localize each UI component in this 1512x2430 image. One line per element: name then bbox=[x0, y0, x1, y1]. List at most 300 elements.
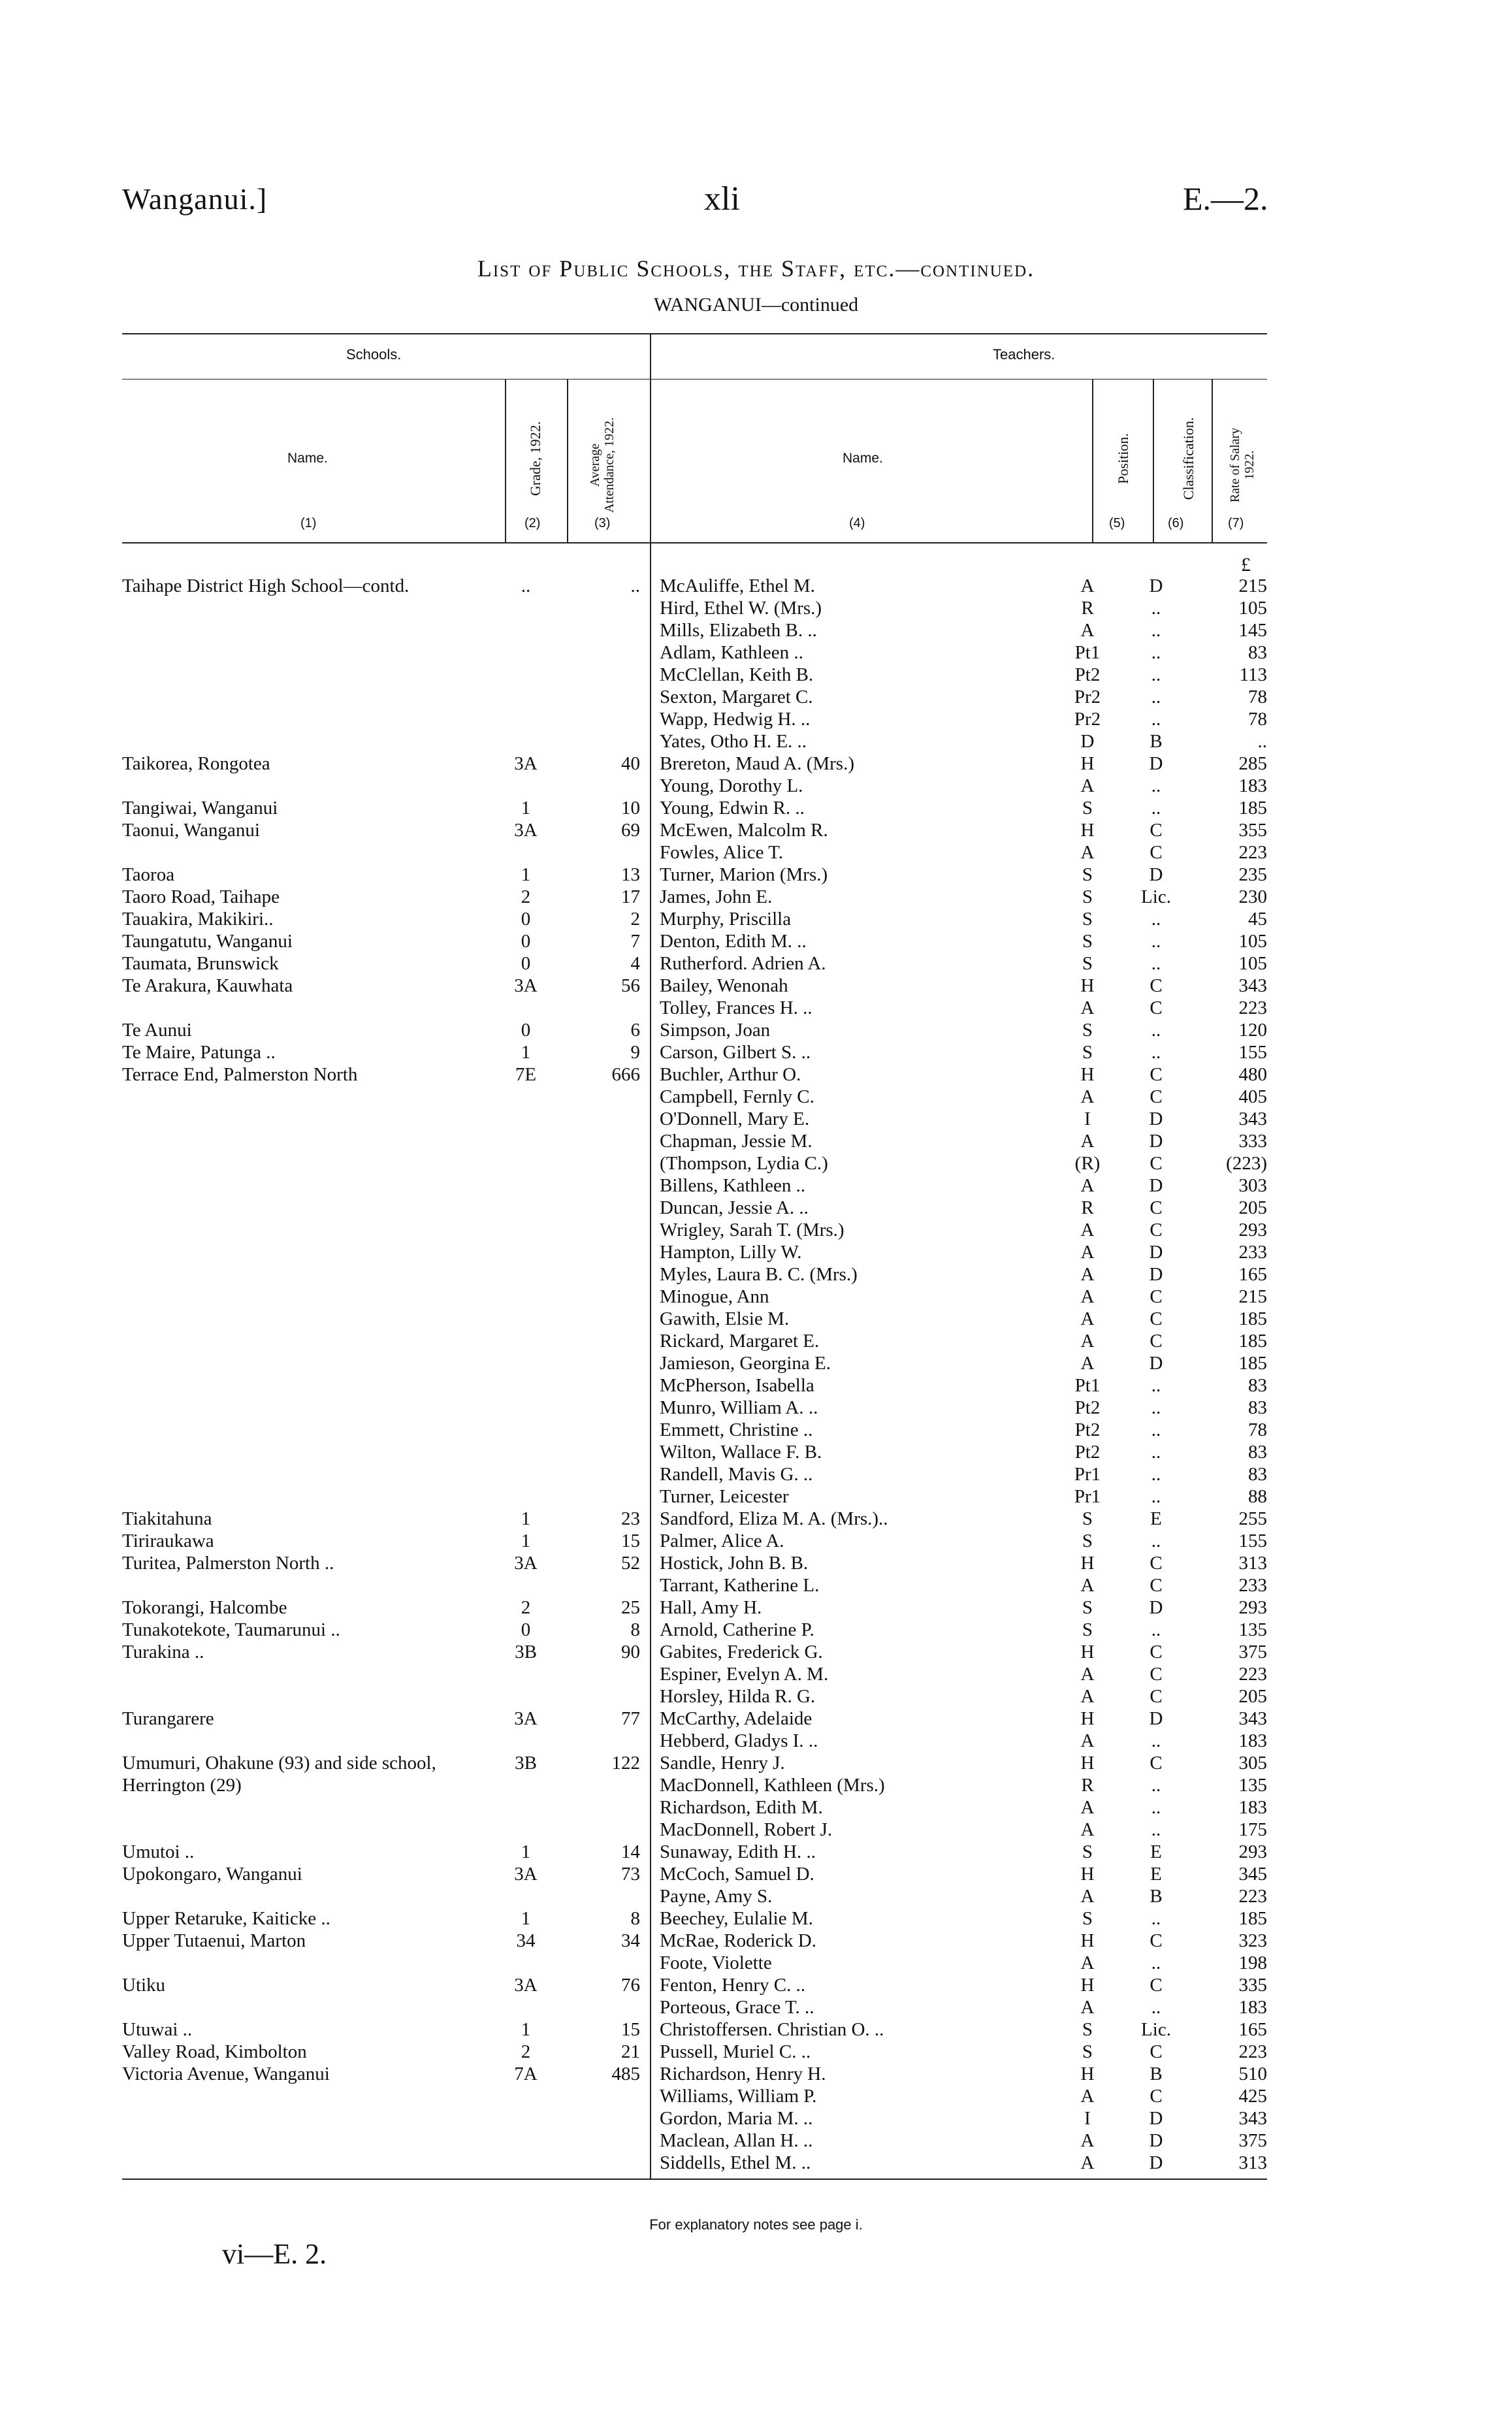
classification-cell: .. bbox=[1151, 1397, 1161, 1418]
bottom-rule bbox=[122, 2179, 1267, 2180]
table-row bbox=[0, 619, 1512, 641]
table-row bbox=[0, 1086, 1512, 1108]
teacher-name-cell: Minogue, Ann bbox=[660, 1286, 769, 1307]
salary-cell: 343 bbox=[1238, 1708, 1267, 1729]
table-row bbox=[0, 1352, 1512, 1374]
school-name-cell: Te Aunui bbox=[122, 1020, 192, 1041]
teacher-name-cell: Gordon, Maria M. .. bbox=[660, 2108, 813, 2129]
salary-cell: 120 bbox=[1238, 1020, 1267, 1041]
table-row bbox=[0, 2107, 1512, 2130]
grade-cell: 3B bbox=[515, 1642, 537, 1662]
teacher-name-cell: Siddells, Ethel M. .. bbox=[660, 2152, 811, 2173]
position-cell: H bbox=[1080, 1064, 1095, 1085]
classification-cell: .. bbox=[1151, 953, 1161, 974]
school-name-cell: Turakina .. bbox=[122, 1642, 204, 1662]
teacher-name-cell: Randell, Mavis G. .. bbox=[660, 1464, 813, 1485]
attendance-cell: 90 bbox=[621, 1642, 640, 1662]
salary-cell: 343 bbox=[1238, 975, 1267, 996]
classification-cell: C bbox=[1150, 1930, 1163, 1951]
teacher-name-cell: Hall, Amy H. bbox=[660, 1597, 762, 1618]
teacher-name-cell: McCoch, Samuel D. bbox=[660, 1864, 814, 1885]
attendance-cell: 8 bbox=[630, 1908, 640, 1929]
classification-cell: C bbox=[1150, 1975, 1163, 1996]
table-row bbox=[0, 1441, 1512, 1463]
salary-cell: 293 bbox=[1238, 1220, 1267, 1240]
salary-cell: 235 bbox=[1238, 864, 1267, 885]
position-cell: A bbox=[1080, 2130, 1095, 2151]
position-cell: R bbox=[1081, 598, 1094, 619]
classification-cell: .. bbox=[1151, 598, 1161, 619]
teacher-name-cell: Denton, Edith M. .. bbox=[660, 931, 807, 952]
position-cell: R bbox=[1081, 1775, 1094, 1796]
classification-cell: B bbox=[1150, 1886, 1163, 1907]
classification-cell: .. bbox=[1151, 1042, 1161, 1063]
school-name-cell: Upper Tutaenui, Marton bbox=[122, 1930, 306, 1951]
table-row bbox=[0, 1974, 1512, 1996]
school-name-cell: Valley Road, Kimbolton bbox=[122, 2041, 307, 2062]
salary-cell: 155 bbox=[1238, 1531, 1267, 1551]
position-cell: S bbox=[1082, 1841, 1093, 1862]
attendance-cell: 485 bbox=[611, 2064, 640, 2084]
table-row bbox=[0, 886, 1512, 908]
salary-cell: 233 bbox=[1238, 1575, 1267, 1596]
col-divider-3 bbox=[1092, 379, 1093, 542]
classification-cell: .. bbox=[1151, 1619, 1161, 1640]
grade-cell: 0 bbox=[521, 909, 531, 930]
table-row bbox=[0, 1774, 1512, 1796]
teacher-name-cell: Sandford, Eliza M. A. (Mrs.).. bbox=[660, 1508, 888, 1529]
teacher-name-cell: McCarthy, Adelaide bbox=[660, 1708, 812, 1729]
position-cell: S bbox=[1082, 1531, 1093, 1551]
teacher-name-cell: Brereton, Maud A. (Mrs.) bbox=[660, 753, 855, 774]
salary-cell: 105 bbox=[1238, 598, 1267, 619]
position-cell: S bbox=[1082, 1908, 1093, 1929]
teacher-name-cell: MacDonnell, Kathleen (Mrs.) bbox=[660, 1775, 885, 1796]
teacher-name-cell: Chapman, Jessie M. bbox=[660, 1131, 812, 1152]
position-cell: S bbox=[1082, 953, 1093, 974]
classification-cell: D bbox=[1149, 575, 1163, 596]
table-row bbox=[0, 1530, 1512, 1552]
table-row bbox=[0, 819, 1512, 841]
salary-cell: 223 bbox=[1238, 1664, 1267, 1685]
classification-cell: .. bbox=[1151, 1797, 1161, 1818]
position-cell: A bbox=[1080, 1286, 1095, 1307]
salary-cell: 183 bbox=[1238, 1730, 1267, 1751]
grade-cell: 7A bbox=[514, 2064, 538, 2084]
classification-cell: E bbox=[1150, 1508, 1162, 1529]
table-row bbox=[0, 1752, 1512, 1774]
teacher-name-cell: Horsley, Hilda R. G. bbox=[660, 1686, 816, 1707]
teacher-name-cell: Hebberd, Gladys I. .. bbox=[660, 1730, 818, 1751]
classification-cell: .. bbox=[1151, 1464, 1161, 1485]
col-number-4: (4) bbox=[849, 516, 865, 530]
position-cell: S bbox=[1082, 886, 1093, 907]
position-cell: S bbox=[1082, 1619, 1093, 1640]
table-row bbox=[0, 1263, 1512, 1286]
position-cell: A bbox=[1080, 1952, 1095, 1973]
school-name-cell: Tiakitahuna bbox=[122, 1508, 212, 1529]
classification-cell: B bbox=[1150, 731, 1163, 752]
grade-cell: 7E bbox=[515, 1064, 537, 1085]
attendance-cell: 14 bbox=[621, 1841, 640, 1862]
teacher-name-cell: Richardson, Edith M. bbox=[660, 1797, 823, 1818]
table-row bbox=[0, 1041, 1512, 1063]
school-name-cell: Herrington (29) bbox=[122, 1775, 242, 1796]
teacher-name-cell: Richardson, Henry H. bbox=[660, 2064, 826, 2084]
signature-mark: vi—E. 2. bbox=[222, 2238, 327, 2270]
table-row bbox=[0, 1374, 1512, 1397]
teacher-name-cell: Hampton, Lilly W. bbox=[660, 1242, 802, 1263]
school-name-cell: Taonui, Wanganui bbox=[122, 820, 260, 841]
school-name-cell: Taoro Road, Taihape bbox=[122, 886, 280, 907]
salary-cell: 185 bbox=[1238, 1908, 1267, 1929]
classification-cell: D bbox=[1149, 2108, 1163, 2129]
classification-cell: .. bbox=[1151, 1375, 1161, 1396]
salary-cell: 185 bbox=[1238, 1308, 1267, 1329]
teacher-name-cell: O'Donnell, Mary E. bbox=[660, 1109, 810, 1129]
classification-cell: C bbox=[1150, 1308, 1163, 1329]
salary-cell: 113 bbox=[1239, 664, 1267, 685]
salary-cell: 135 bbox=[1238, 1619, 1267, 1640]
attendance-cell: 56 bbox=[621, 975, 640, 996]
salary-cell: 303 bbox=[1238, 1175, 1267, 1196]
salary-cell: 78 bbox=[1248, 1419, 1267, 1440]
salary-cell: 45 bbox=[1248, 909, 1267, 930]
salary-cell: 78 bbox=[1248, 687, 1267, 707]
table-row bbox=[0, 930, 1512, 952]
currency-symbol: £ bbox=[1241, 554, 1251, 575]
table-row bbox=[0, 1930, 1512, 1952]
classification-cell: C bbox=[1150, 820, 1163, 841]
classification-cell: .. bbox=[1151, 642, 1161, 663]
attendance-cell: 52 bbox=[621, 1553, 640, 1574]
grade-cell: 3A bbox=[514, 975, 538, 996]
classification-cell: .. bbox=[1151, 1775, 1161, 1796]
salary-cell: 405 bbox=[1238, 1086, 1267, 1107]
top-rule bbox=[122, 333, 1267, 334]
table-row bbox=[0, 1152, 1512, 1174]
position-cell: I bbox=[1084, 2108, 1091, 2129]
salary-cell: 223 bbox=[1238, 842, 1267, 863]
school-name-cell: Utuwai .. bbox=[122, 2019, 193, 2040]
classification-cell: .. bbox=[1151, 1020, 1161, 1041]
grade-cell: 3B bbox=[515, 1753, 537, 1774]
classification-cell: .. bbox=[1151, 1730, 1161, 1751]
grade-cell: 1 bbox=[521, 2019, 531, 2040]
school-name-cell: Umutoi .. bbox=[122, 1841, 195, 1862]
salary-cell: 375 bbox=[1238, 2130, 1267, 2151]
teacher-name-cell: Bailey, Wenonah bbox=[660, 975, 788, 996]
classification-cell: D bbox=[1149, 753, 1163, 774]
table-row bbox=[0, 597, 1512, 619]
position-cell: S bbox=[1082, 798, 1093, 818]
position-cell: H bbox=[1080, 975, 1095, 996]
teacher-name-cell: Wilton, Wallace F. B. bbox=[660, 1442, 822, 1463]
col-number-5: (5) bbox=[1109, 516, 1125, 530]
classification-cell: E bbox=[1150, 1864, 1162, 1885]
table-row bbox=[0, 1063, 1512, 1086]
table-row bbox=[0, 664, 1512, 686]
classification-cell: C bbox=[1150, 1642, 1163, 1662]
position-cell: A bbox=[1080, 1575, 1095, 1596]
attendance-cell: 23 bbox=[621, 1508, 640, 1529]
salary-cell: 165 bbox=[1238, 1264, 1267, 1285]
school-name-cell: Turitea, Palmerston North .. bbox=[122, 1553, 334, 1574]
teacher-name-cell: Campbell, Fernly C. bbox=[660, 1086, 814, 1107]
attendance-cell: .. bbox=[630, 575, 640, 596]
classification-cell: C bbox=[1150, 1197, 1163, 1218]
position-cell: H bbox=[1080, 820, 1095, 841]
grade-cell: 3A bbox=[514, 1864, 538, 1885]
position-cell: Pr2 bbox=[1074, 709, 1101, 730]
position-cell: Pt2 bbox=[1074, 1397, 1101, 1418]
position-cell: (R) bbox=[1074, 1153, 1101, 1174]
attendance-cell: 6 bbox=[630, 1020, 640, 1041]
position-cell: Pr2 bbox=[1074, 687, 1101, 707]
teacher-name-cell: Simpson, Joan bbox=[660, 1020, 771, 1041]
classification-cell: Lic. bbox=[1141, 2019, 1171, 2040]
classification-cell: .. bbox=[1151, 1486, 1161, 1507]
table-row bbox=[0, 1197, 1512, 1219]
grade-cell: 1 bbox=[521, 1531, 531, 1551]
teacher-name-cell: Buchler, Arthur O. bbox=[660, 1064, 801, 1085]
position-cell: Pt2 bbox=[1074, 664, 1101, 685]
position-cell: H bbox=[1080, 1753, 1095, 1774]
table-row bbox=[0, 1330, 1512, 1352]
salary-cell: .. bbox=[1257, 731, 1267, 752]
col-header-salary: Rate of Salary 1922. bbox=[1228, 427, 1257, 503]
table-title: List of Public Schools, the Staff, etc.—continued. bbox=[477, 255, 1035, 282]
table-row bbox=[0, 997, 1512, 1019]
classification-cell: .. bbox=[1151, 798, 1161, 818]
salary-cell: 198 bbox=[1238, 1952, 1267, 1973]
salary-cell: 165 bbox=[1238, 2019, 1267, 2040]
table-row bbox=[0, 1219, 1512, 1241]
school-name-cell: Tangiwai, Wanganui bbox=[122, 798, 278, 818]
grade-cell: 34 bbox=[516, 1930, 536, 1951]
table-row bbox=[0, 1730, 1512, 1752]
position-cell: A bbox=[1080, 620, 1095, 641]
teacher-name-cell: Wrigley, Sarah T. (Mrs.) bbox=[660, 1220, 844, 1240]
table-row bbox=[0, 775, 1512, 797]
grade-cell: 0 bbox=[521, 1619, 531, 1640]
position-cell: H bbox=[1080, 1864, 1095, 1885]
position-cell: A bbox=[1080, 1997, 1095, 2018]
school-name-cell: Victoria Avenue, Wanganui bbox=[122, 2064, 330, 2084]
classification-cell: C bbox=[1150, 2041, 1163, 2062]
salary-cell: 135 bbox=[1238, 1775, 1267, 1796]
teacher-name-cell: Emmett, Christine .. bbox=[660, 1419, 813, 1440]
table-row bbox=[0, 1241, 1512, 1263]
table-row bbox=[0, 686, 1512, 708]
table-row bbox=[0, 2085, 1512, 2107]
table-row bbox=[0, 1619, 1512, 1641]
classification-cell: C bbox=[1150, 842, 1163, 863]
position-cell: Pt1 bbox=[1074, 642, 1101, 663]
position-cell: A bbox=[1080, 1086, 1095, 1107]
position-cell: A bbox=[1080, 1819, 1095, 1840]
salary-cell: 510 bbox=[1238, 2064, 1267, 2084]
school-name-cell: Tokorangi, Halcombe bbox=[122, 1597, 287, 1618]
teacher-name-cell: Munro, William A. .. bbox=[660, 1397, 818, 1418]
attendance-cell: 21 bbox=[621, 2041, 640, 2062]
grade-cell: 2 bbox=[521, 886, 531, 907]
position-cell: A bbox=[1080, 997, 1095, 1018]
position-cell: A bbox=[1080, 1308, 1095, 1329]
teacher-name-cell: Yates, Otho H. E. .. bbox=[660, 731, 807, 752]
school-name-cell: Umumuri, Ohakune (93) and side school, bbox=[122, 1753, 436, 1774]
table-row bbox=[0, 730, 1512, 753]
salary-cell: 255 bbox=[1238, 1508, 1267, 1529]
grade-cell: 1 bbox=[521, 1908, 531, 1929]
position-cell: S bbox=[1082, 909, 1093, 930]
teacher-name-cell: Carson, Gilbert S. .. bbox=[660, 1042, 811, 1063]
salary-cell: 83 bbox=[1248, 1375, 1267, 1396]
table-row bbox=[0, 1819, 1512, 1841]
teacher-name-cell: Foote, Violette bbox=[660, 1952, 772, 1973]
col-header-teacher-name: Name. bbox=[843, 451, 883, 466]
position-cell: A bbox=[1080, 1220, 1095, 1240]
table-row bbox=[0, 908, 1512, 930]
classification-cell: C bbox=[1150, 2086, 1163, 2107]
table-row bbox=[0, 1485, 1512, 1508]
group-header-teachers: Teachers. bbox=[993, 346, 1055, 363]
teacher-name-cell: Tolley, Frances H. .. bbox=[660, 997, 812, 1018]
attendance-cell: 17 bbox=[621, 886, 640, 907]
salary-cell: 83 bbox=[1248, 1397, 1267, 1418]
teacher-name-cell: Pussell, Muriel C. .. bbox=[660, 2041, 811, 2062]
grade-cell: 1 bbox=[521, 1841, 531, 1862]
classification-cell: C bbox=[1150, 1086, 1163, 1107]
classification-cell: D bbox=[1149, 1597, 1163, 1618]
position-cell: A bbox=[1080, 1331, 1095, 1352]
school-name-cell: Turangarere bbox=[122, 1708, 214, 1729]
teacher-name-cell: Duncan, Jessie A. .. bbox=[660, 1197, 809, 1218]
salary-cell: 345 bbox=[1238, 1864, 1267, 1885]
attendance-cell: 122 bbox=[611, 1753, 640, 1774]
salary-cell: 183 bbox=[1238, 1997, 1267, 2018]
classification-cell: Lic. bbox=[1141, 886, 1171, 907]
classification-cell: .. bbox=[1151, 620, 1161, 641]
teacher-name-cell: Sandle, Henry J. bbox=[660, 1753, 785, 1774]
position-cell: A bbox=[1080, 1353, 1095, 1374]
salary-cell: 205 bbox=[1238, 1686, 1267, 1707]
position-cell: A bbox=[1080, 1686, 1095, 1707]
salary-cell: 233 bbox=[1238, 1242, 1267, 1263]
position-cell: Pr1 bbox=[1074, 1464, 1101, 1485]
table-row bbox=[0, 1796, 1512, 1819]
grade-cell: 0 bbox=[521, 1020, 531, 1041]
attendance-cell: 666 bbox=[611, 1064, 640, 1085]
classification-cell: .. bbox=[1151, 1997, 1161, 2018]
position-cell: I bbox=[1084, 1109, 1091, 1129]
classification-cell: C bbox=[1150, 1220, 1163, 1240]
table-row bbox=[0, 1641, 1512, 1663]
salary-cell: 293 bbox=[1238, 1597, 1267, 1618]
school-name-cell: Utiku bbox=[122, 1975, 166, 1996]
table-row bbox=[0, 1308, 1512, 1330]
grade-cell: 3A bbox=[514, 1975, 538, 1996]
school-name-cell: Tunakotekote, Taumarunui .. bbox=[122, 1619, 340, 1640]
position-cell: A bbox=[1080, 1242, 1095, 1263]
salary-cell: 83 bbox=[1248, 642, 1267, 663]
salary-cell: 145 bbox=[1238, 620, 1267, 641]
grade-cell: 1 bbox=[521, 1508, 531, 1529]
salary-cell: 313 bbox=[1238, 1553, 1267, 1574]
position-cell: R bbox=[1081, 1197, 1094, 1218]
table-row bbox=[0, 1885, 1512, 1907]
classification-cell: D bbox=[1149, 1131, 1163, 1152]
col-header-grade: Grade, 1922. bbox=[527, 421, 543, 496]
col-divider-1 bbox=[505, 379, 506, 542]
teacher-name-cell: Rickard, Margaret E. bbox=[660, 1331, 820, 1352]
salary-cell: 223 bbox=[1238, 2041, 1267, 2062]
position-cell: A bbox=[1080, 775, 1095, 796]
classification-cell: .. bbox=[1151, 1442, 1161, 1463]
teacher-name-cell: Jamieson, Georgina E. bbox=[660, 1353, 831, 1374]
position-cell: Pt2 bbox=[1074, 1442, 1101, 1463]
grade-cell: 3A bbox=[514, 1553, 538, 1574]
table-row bbox=[0, 1130, 1512, 1152]
classification-cell: C bbox=[1150, 1753, 1163, 1774]
attendance-cell: 73 bbox=[621, 1864, 640, 1885]
attendance-cell: 8 bbox=[630, 1619, 640, 1640]
classification-cell: .. bbox=[1151, 1819, 1161, 1840]
position-cell: H bbox=[1080, 1930, 1095, 1951]
table-row bbox=[0, 864, 1512, 886]
teacher-name-cell: Turner, Leicester bbox=[660, 1486, 789, 1507]
teacher-name-cell: McClellan, Keith B. bbox=[660, 664, 814, 685]
table-row bbox=[0, 1952, 1512, 1974]
group-header-schools: Schools. bbox=[346, 346, 402, 363]
table-row bbox=[0, 1463, 1512, 1485]
teacher-name-cell: Adlam, Kathleen .. bbox=[660, 642, 803, 663]
teacher-name-cell: Hird, Ethel W. (Mrs.) bbox=[660, 598, 822, 619]
table-row bbox=[0, 1841, 1512, 1863]
teacher-name-cell: Payne, Amy S. bbox=[660, 1886, 773, 1907]
salary-cell: 223 bbox=[1238, 1886, 1267, 1907]
classification-cell: .. bbox=[1151, 687, 1161, 707]
teacher-name-cell: Billens, Kathleen .. bbox=[660, 1175, 806, 1196]
col-header-position: Position. bbox=[1115, 433, 1131, 484]
classification-cell: .. bbox=[1151, 1908, 1161, 1929]
salary-cell: 83 bbox=[1248, 1464, 1267, 1485]
school-name-cell: Tiriraukawa bbox=[122, 1531, 214, 1551]
classification-cell: .. bbox=[1151, 709, 1161, 730]
teacher-name-cell: Turner, Marion (Mrs.) bbox=[660, 864, 828, 885]
classification-cell: .. bbox=[1151, 664, 1161, 685]
school-name-cell: Taihape District High School—contd. bbox=[122, 575, 410, 596]
col-divider-4 bbox=[1153, 379, 1154, 542]
teacher-name-cell: Palmer, Alice A. bbox=[660, 1531, 784, 1551]
salary-cell: 355 bbox=[1238, 820, 1267, 841]
position-cell: A bbox=[1080, 1175, 1095, 1196]
grade-cell: 2 bbox=[521, 2041, 531, 2062]
classification-cell: D bbox=[1149, 1264, 1163, 1285]
col-header-attendance: Average Attendance, 1922. bbox=[588, 417, 617, 513]
group-rule bbox=[122, 379, 1267, 380]
teacher-name-cell: Porteous, Grace T. .. bbox=[660, 1997, 814, 2018]
attendance-cell: 77 bbox=[621, 1708, 640, 1729]
attendance-cell: 4 bbox=[630, 953, 640, 974]
grade-cell: 1 bbox=[521, 1042, 531, 1063]
position-cell: S bbox=[1082, 1042, 1093, 1063]
teacher-name-cell: Mills, Elizabeth B. .. bbox=[660, 620, 817, 641]
teacher-name-cell: Williams, William P. bbox=[660, 2086, 817, 2107]
grade-cell: 1 bbox=[521, 864, 531, 885]
classification-cell: C bbox=[1150, 1575, 1163, 1596]
teacher-name-cell: (Thompson, Lydia C.) bbox=[660, 1153, 828, 1174]
